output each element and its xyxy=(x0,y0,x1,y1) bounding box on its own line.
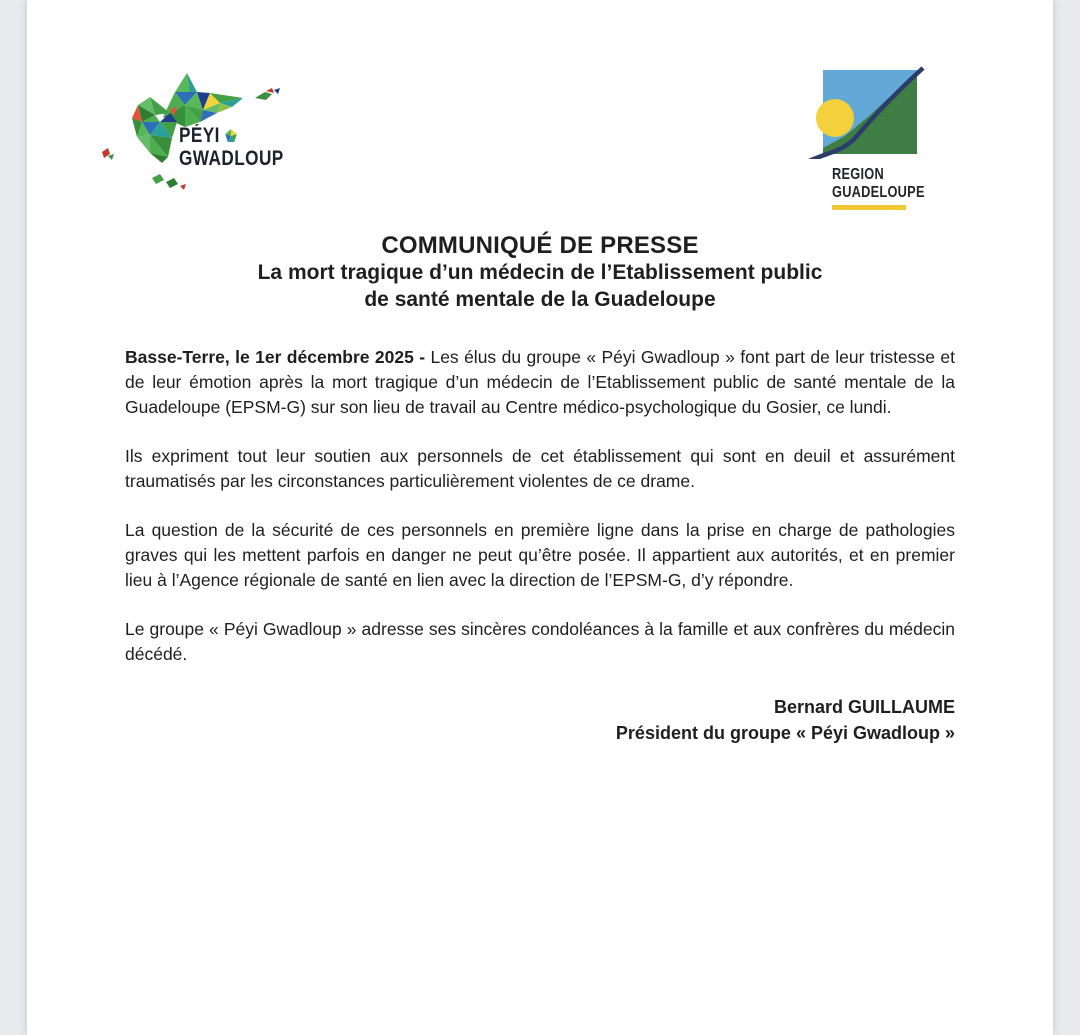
paragraph-1-text: Les élus du groupe « Péyi Gwadloup » font part de leur tristesse et de leur émotion après la mort tragique d’un médecin de l’Etablissement public de santé mentale de la Guadeloupe (EPSM-G) sur son lieu de travail au Centre médico-psychologique du Gosier, ce lundi. xyxy=(125,347,955,417)
logo-word-region: REGION xyxy=(832,166,884,183)
paragraph-3: La question de la sécurité de ces personnels en première ligne dans la prise en charge de pathologies graves qui les mettent parfois en danger ne peut qu’être posée. Il appartient aux autorités, et en premier lieu à l’Agence régionale de santé en lien avec la direction de l’EPSM-G, d’y répondre. xyxy=(125,520,955,590)
logo-word-peyi: PÉYI xyxy=(179,124,220,147)
signature-name: Bernard GUILLAUME xyxy=(773,697,955,717)
document-subtitle-line-1: La mort tragique d’un médecin de l’Etablissement public xyxy=(257,261,823,284)
document-content xyxy=(27,0,1053,746)
paragraph-2: Ils expriment tout leur soutien aux personnels de cet établissement qui sont en deuil et assurément traumatisés par les circonstances particulièrement violentes de ce drame. xyxy=(125,446,955,491)
press-release-page xyxy=(27,0,1053,1035)
paragraph-4: Le groupe « Péyi Gwadloup » adresse ses sincères condoléances à la famille et aux confrères du médecin décédé. xyxy=(125,619,955,664)
document-subtitle-line-2: de santé mentale de la Guadeloupe xyxy=(364,288,716,311)
document-title: COMMUNIQUÉ DE PRESSE xyxy=(381,232,699,259)
body-text xyxy=(125,345,955,667)
logo-word-guadeloupe: GUADELOUPE xyxy=(832,184,925,201)
dateline: Basse-Terre, le 1er décembre 2025 - xyxy=(125,347,426,367)
signature-role: Président du groupe « Péyi Gwadloup » xyxy=(615,723,955,743)
paragraph-1 xyxy=(125,345,955,420)
signature-block xyxy=(125,694,955,746)
logo-word-gwadloup: GWADLOUP xyxy=(179,147,284,170)
